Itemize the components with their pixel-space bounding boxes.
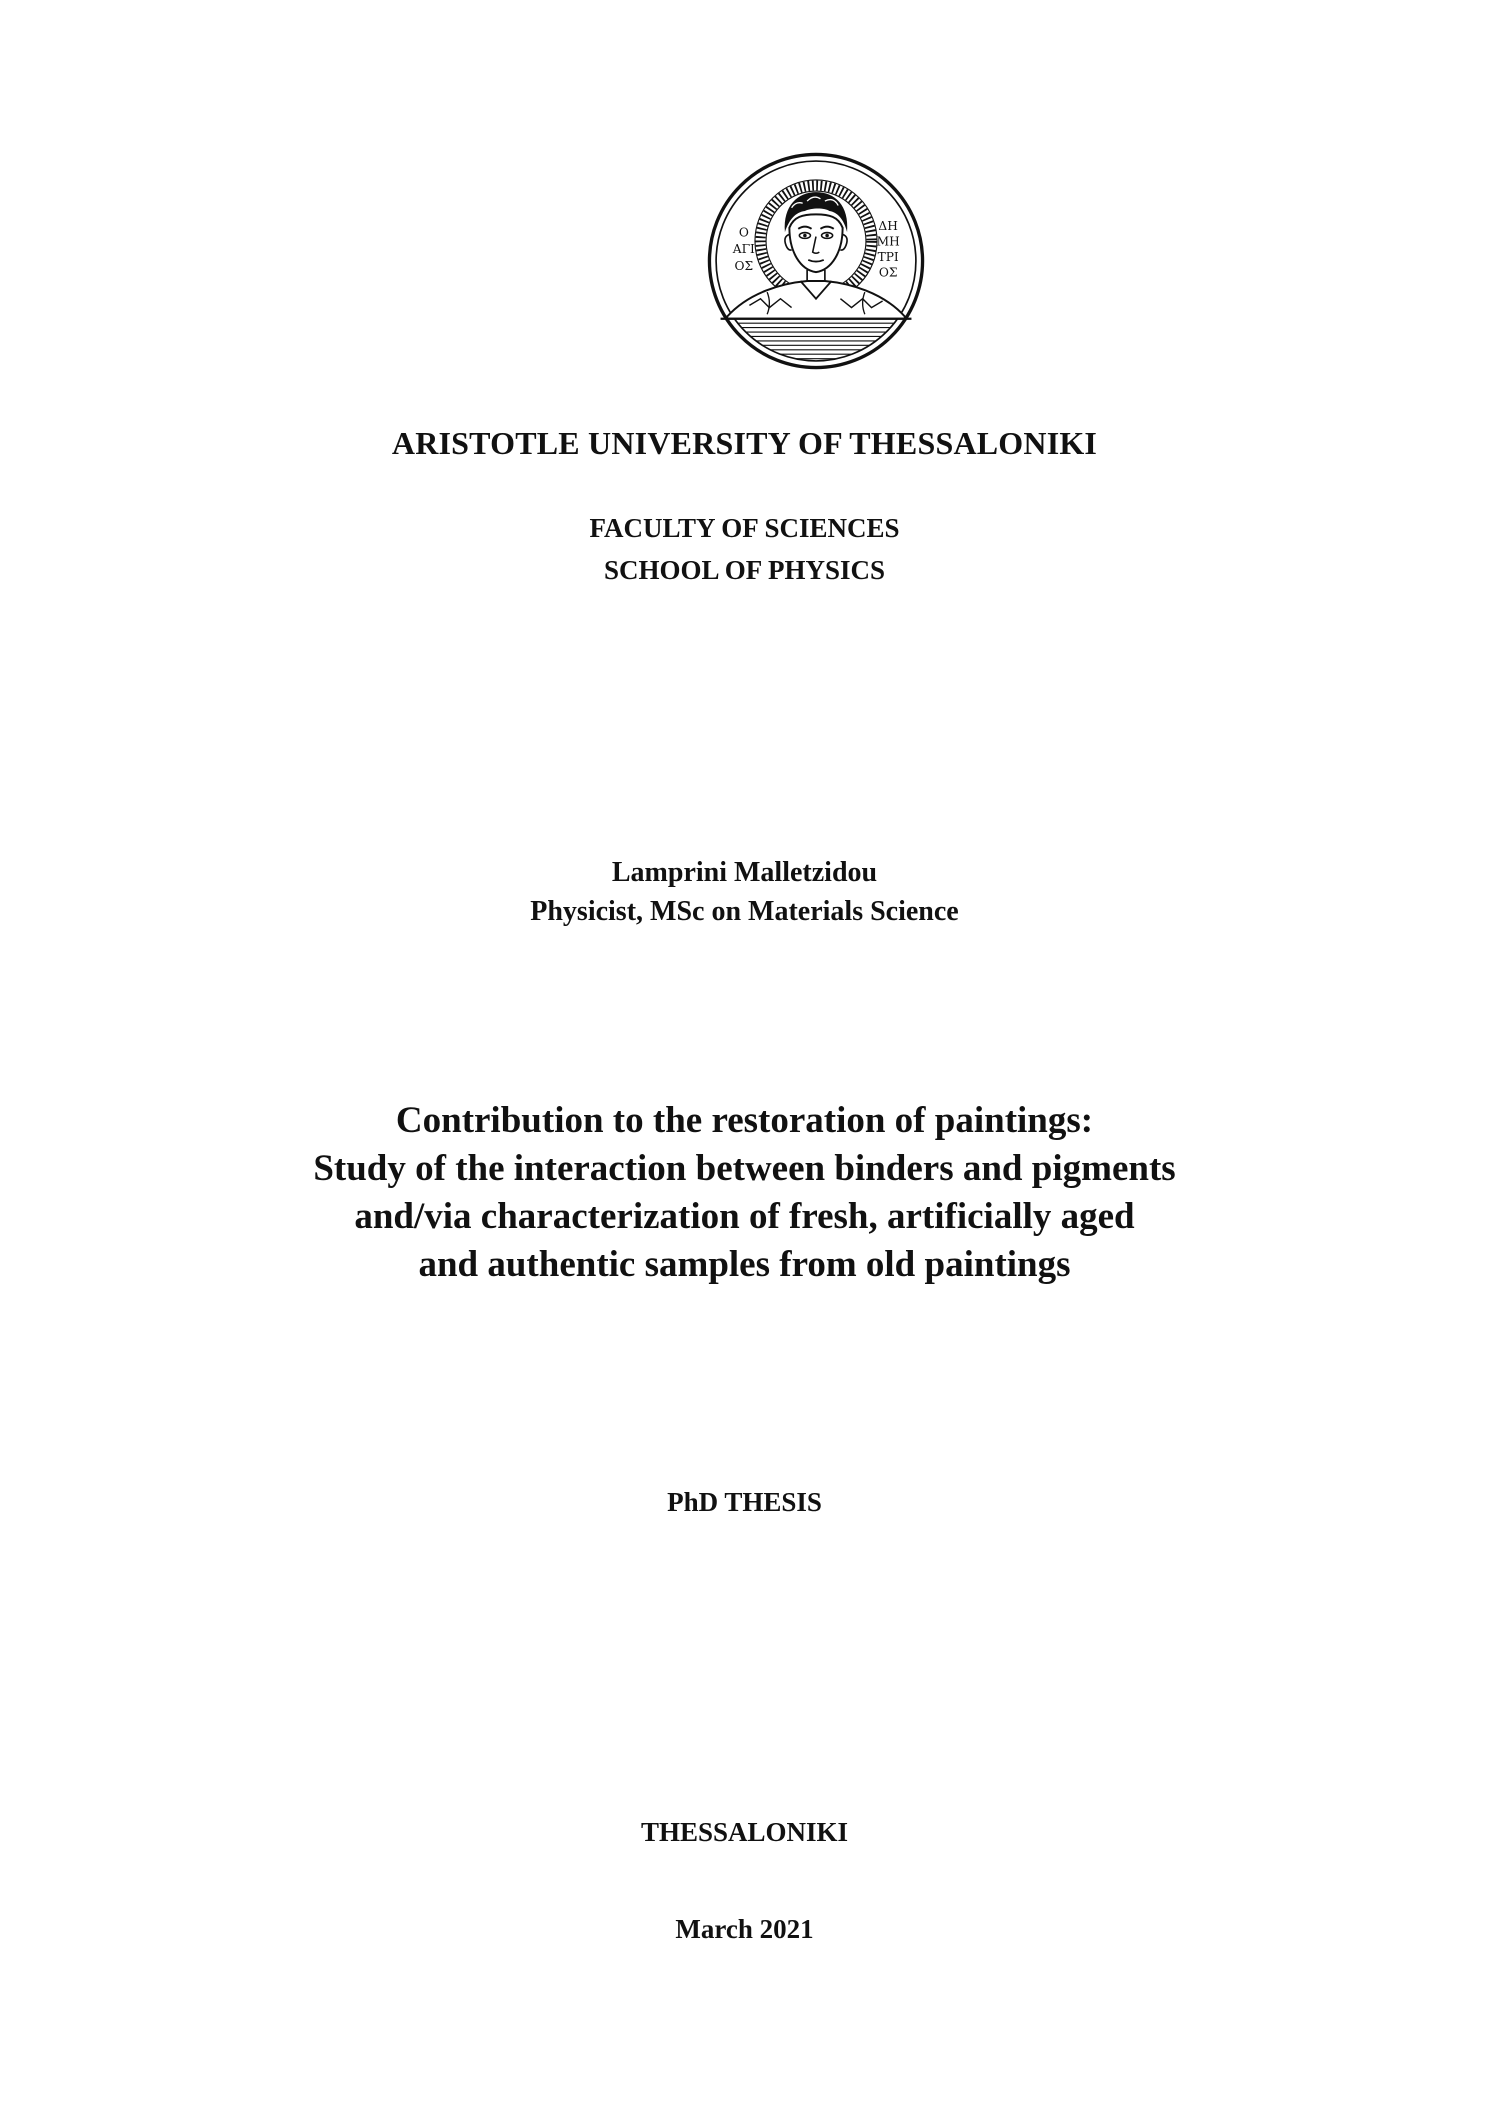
author-name: Lamprini Malletzidou bbox=[611, 857, 878, 888]
faculty-name: FACULTY OF SCIENCES bbox=[589, 513, 900, 543]
svg-text:ΜΗ: ΜΗ bbox=[876, 234, 900, 249]
svg-text:ΟΣ: ΟΣ bbox=[734, 258, 754, 273]
svg-text:ΔΗ: ΔΗ bbox=[878, 218, 898, 233]
university-seal-icon bbox=[705, 150, 927, 372]
university-name: ARISTOTLE UNIVERSITY OF THESSALONIKI bbox=[391, 425, 1098, 461]
author-credential: Physicist, MSc on Materials Science bbox=[530, 896, 959, 927]
svg-text:ΟΣ: ΟΣ bbox=[878, 265, 898, 280]
thesis-title-line: Study of the interaction between binders and pigments bbox=[313, 1148, 1176, 1190]
date: March 2021 bbox=[675, 1914, 814, 1944]
svg-text:Ο: Ο bbox=[738, 225, 749, 240]
city: THESSALONIKI bbox=[640, 1817, 849, 1847]
thesis-title-line: Contribution to the restoration of paintings: bbox=[395, 1100, 1094, 1141]
thesis-type: PhD THESIS bbox=[667, 1487, 822, 1517]
thesis-title-line: and authentic samples from old paintings bbox=[418, 1244, 1071, 1286]
thesis-title bbox=[0, 1097, 1489, 1289]
school-name: SCHOOL OF PHYSICS bbox=[603, 555, 886, 585]
svg-text:ΤΡΙ: ΤΡΙ bbox=[877, 250, 899, 264]
thesis-title-line: and/via characterization of fresh, artificially aged bbox=[354, 1196, 1135, 1238]
svg-text:ΑΓΙ: ΑΓΙ bbox=[732, 242, 755, 257]
